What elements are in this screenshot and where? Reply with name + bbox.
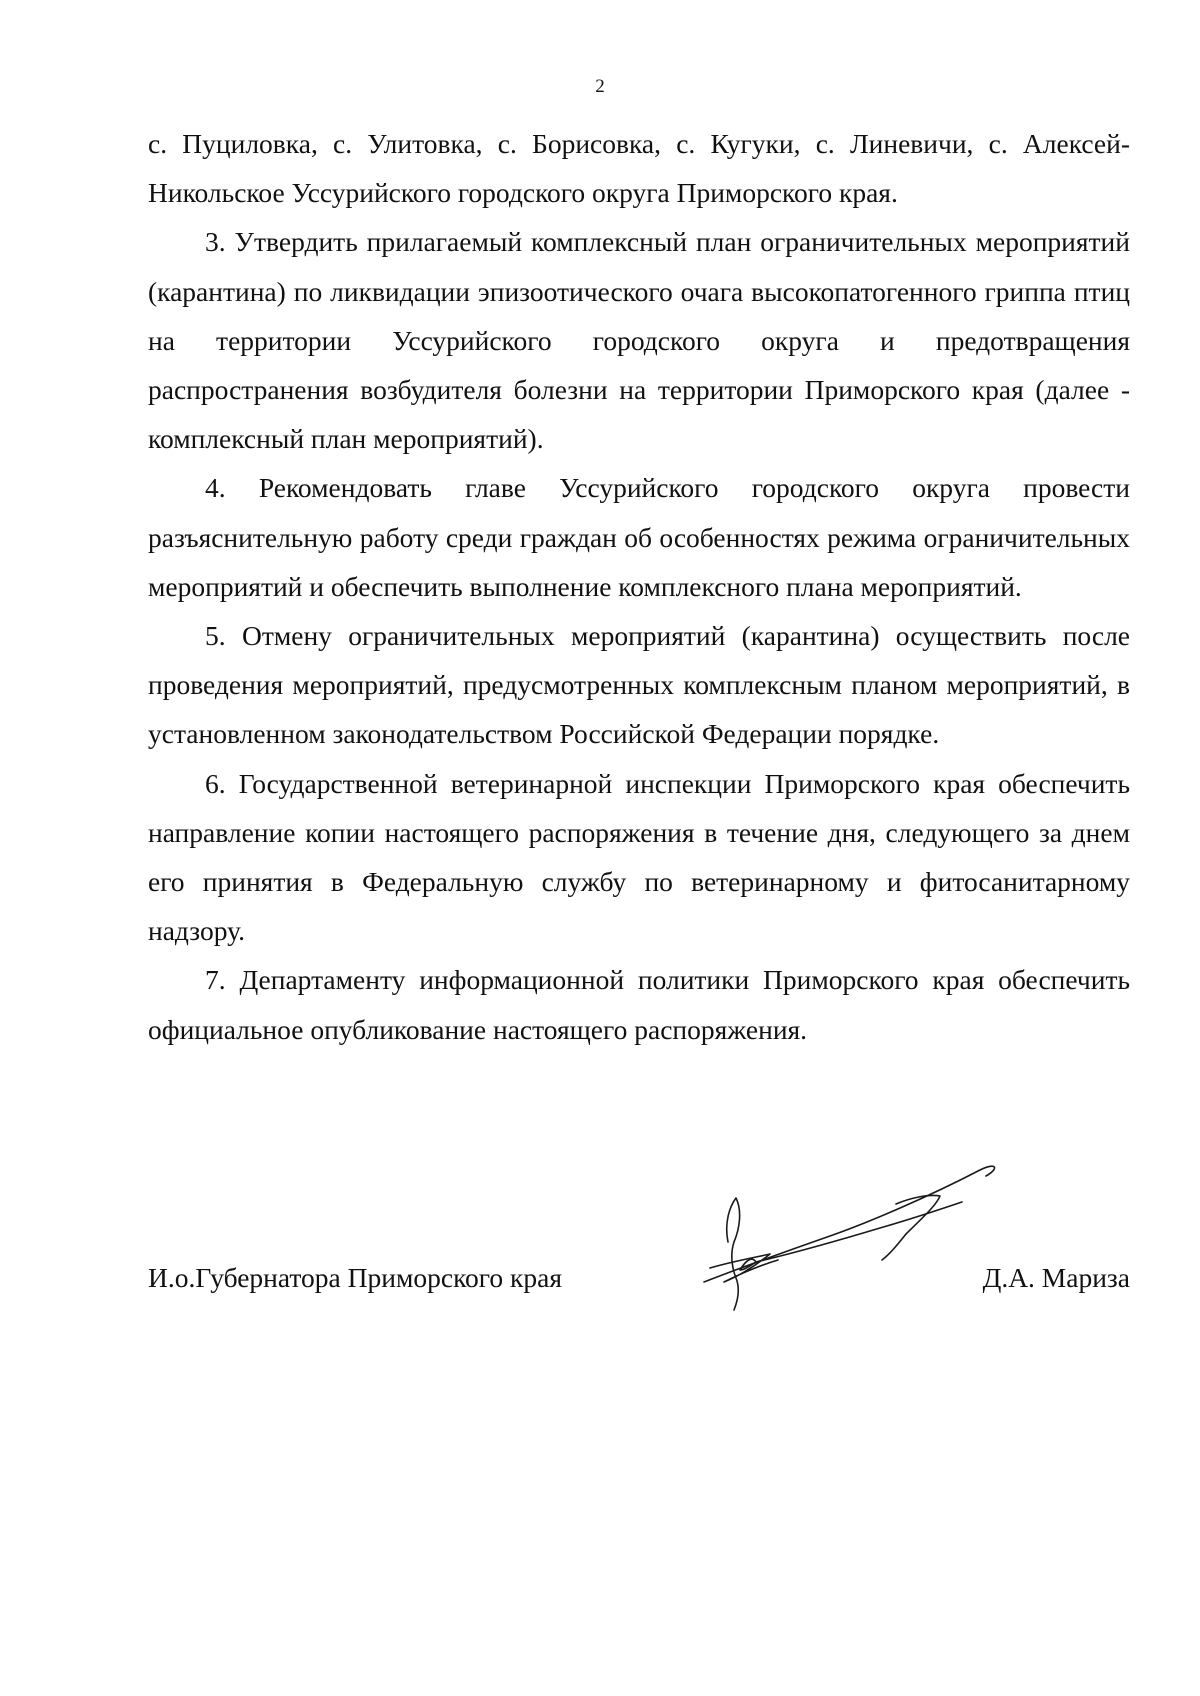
document-body	[148, 119, 1130, 1054]
paragraph-item-5: 5. Отмену ограничительных мероприятий (карантина) осуществить после проведения мероприятий, предусмотренных комплексным планом мероприятий, в установленном законодательством Российской Федерации порядке.	[148, 620, 1130, 750]
signatory-position: И.о.Губернатора Приморского края	[148, 1262, 562, 1293]
paragraph-item-7: 7. Департаменту информационной политики Приморского края обеспечить официальное опубликование настоящего распоряжения.	[148, 964, 1130, 1045]
signatory-name: Д.А. Мариза	[982, 1262, 1130, 1293]
paragraph-item-6: 6. Государственной ветеринарной инспекции Приморского края обеспечить направление копии настоящего распоряжения в течение дня, следующего за днем его принятия в Федеральную службу по ветеринарному и фитосанитарному надзору.	[148, 767, 1130, 947]
page-number: 2	[595, 76, 605, 97]
paragraph-continuation: с. Пуциловка, с. Улитовка, с. Борисовка, с. Кугуки, с. Линевичи, с. Алексей-Никольское Уссурийского городского округа Приморского края.	[148, 128, 1130, 209]
signature-block	[148, 1258, 1130, 1298]
paragraph-item-3: 3. Утвердить прилагаемый комплексный план ограничительных мероприятий (карантина) по ликвидации эпизоотического очага высокопатогенного гриппа птиц на территории Уссурийского городского округа и предотвращения распространения возбудителя болезни на территории Приморского края (далее - комплексный план мероприятий).	[148, 226, 1130, 455]
paragraph-item-4: 4. Рекомендовать главе Уссурийского городского округа провести разъяснительную работу среди граждан об особенностях режима ограничительных мероприятий и обеспечить выполнение комплексного плана мероприятий.	[148, 472, 1130, 602]
